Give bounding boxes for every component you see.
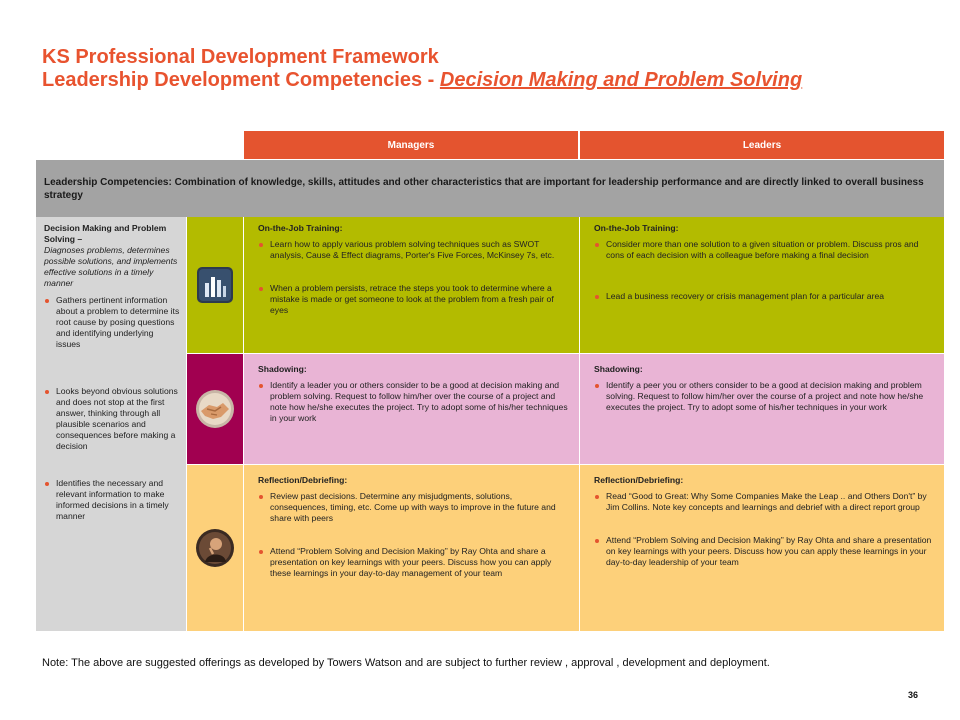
row-1-icon-cell	[187, 217, 243, 353]
reflection-person-icon	[195, 528, 235, 568]
cell-bullet: Read “Good to Great: Why Some Companies Make the Leap .. and Others Don't” by Jim Collins. Note key concepts and learnings and debrief with a direct report group	[594, 491, 934, 513]
bar-chart-icon	[195, 265, 235, 305]
title-line-2-topic: Decision Making and Problem Solving	[439, 69, 803, 91]
cell-bullet: Consider more than one solution to a given situation or problem. Discuss pros and cons of each decision with a colleague before making a final decision	[594, 239, 934, 261]
row-3-managers-cell	[244, 465, 579, 631]
cell-bullet: Attend “Problem Solving and Decision Making” by Ray Ohta and share a presentation on key learnings with your peers. Discuss how you can apply these learnings in your day-to-day leadership of your team	[594, 535, 934, 568]
cell-heading: Shadowing:	[258, 364, 307, 374]
managers-header: Managers	[244, 131, 578, 159]
row-2-icon-cell	[187, 354, 243, 464]
row-2-leaders-cell	[580, 354, 944, 464]
cell-bullet: Identify a peer you or others consider to be a good at decision making and problem solving. Request to follow him/her over the course of a project and note how he/she executes the project. Try to adopt some of his/her techniques in your work	[594, 380, 934, 413]
page-title	[42, 46, 922, 92]
row-3-leaders-cell	[580, 465, 944, 631]
title-line-2-prefix: Leadership Development Competencies -	[42, 69, 440, 91]
handshake-icon	[195, 389, 235, 429]
row-1-managers-cell	[244, 217, 579, 353]
cell-heading: Reflection/Debriefing:	[258, 475, 348, 485]
title-line-1: KS Professional Development Framework	[42, 46, 439, 68]
competency-bullet: Gathers pertinent information about a problem to determine its root cause by posing questions and identifying underlying issues	[44, 295, 180, 350]
footnote: Note: The above are suggested offerings as developed by Towers Watson and are subject to further review , approval , development and deployment.	[42, 657, 770, 669]
cell-heading: Reflection/Debriefing:	[594, 475, 684, 485]
cell-heading: On-the-Job Training:	[594, 223, 679, 233]
cell-bullet: Learn how to apply various problem solving techniques such as SWOT analysis, Cause & Effect diagrams, Porter's Five Forces, McKinsey 7s, etc.	[258, 239, 569, 261]
page-number: 36	[908, 690, 919, 700]
row-3-icon-cell	[187, 465, 243, 631]
cell-bullet: Lead a business recovery or crisis management plan for a particular area	[594, 291, 934, 302]
competency-bullet: Identifies the necessary and relevant information to make informed decisions in a timely manner	[44, 478, 180, 522]
competency-title: Decision Making and Problem Solving –	[44, 223, 167, 244]
leaders-header: Leaders	[580, 131, 944, 159]
cell-bullet: Identify a leader you or others consider to be a good at decision making and problem solving. Request to follow him/her over the course of a project and note how he/she executes the project. Try to adopt some of his/her techniques in your work	[258, 380, 569, 424]
competency-bullet: Looks beyond obvious solutions and does not stop at the first answer, thinking through all plausible scenarios and consequences before making a decision	[44, 386, 180, 452]
cell-bullet: Review past decisions. Determine any misjudgments, solutions, consequences, timing, etc. Come up with ways to improve in the future and share with peers	[258, 491, 569, 524]
cell-bullet: Attend “Problem Solving and Decision Making” by Ray Ohta and share a presentation on key learnings with your peers. Discuss how you can apply these learnings in your day-to-day management of your team	[258, 546, 569, 579]
cell-heading: Shadowing:	[594, 364, 643, 374]
row-1-leaders-cell	[580, 217, 944, 353]
competencies-band: Leadership Competencies: Combination of knowledge, skills, attitudes and other characteristics that are important for leadership performance and are directly linked to overall business strategy	[36, 160, 944, 217]
title-line-2	[42, 69, 922, 92]
cell-heading: On-the-Job Training:	[258, 223, 343, 233]
competency-description: Diagnoses problems, determines possible solutions, and implements effective solutions in a timely manner	[44, 245, 178, 288]
cell-bullet: When a problem persists, retrace the steps you took to determine where a mistake is made or get someone to look at the problem from a fresh pair of eyes	[258, 283, 569, 316]
row-2-managers-cell	[244, 354, 579, 464]
competency-description-panel	[36, 217, 186, 631]
